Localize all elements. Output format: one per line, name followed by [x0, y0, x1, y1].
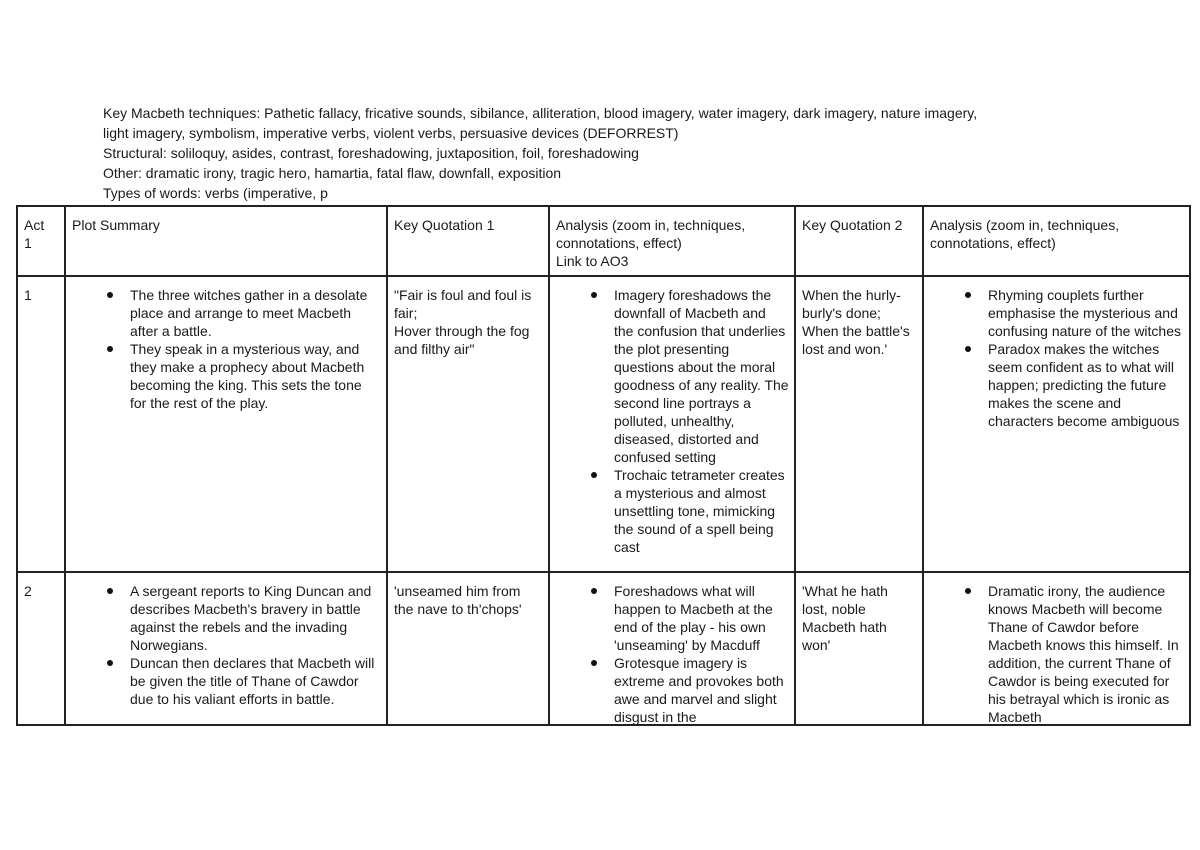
analysis-list: [556, 582, 789, 724]
cell-key-quotation-1: "Fair is foul and foul is fair; Hover through the fog and filthy air": [387, 276, 549, 572]
cell-act: 2: [17, 572, 65, 725]
list-item: Foreshadows what will happen to Macbeth at the end of the play - his own 'unseaming' by Macduff: [614, 582, 789, 654]
list-item: Paradox makes the witches seem confident as to what will happen; predicting the future makes the scene and characters become ambiguous: [988, 340, 1184, 430]
intro-line-types-of-words: Types of words: verbs (imperative, p: [103, 185, 328, 201]
header-act: Act 1: [17, 206, 65, 276]
cell-analysis-1: [549, 572, 795, 725]
table-header-row: [17, 206, 1190, 276]
list-item: Trochaic tetrameter creates a mysterious and almost unsettling tone, mimicking the sound of a spell being cast: [614, 466, 789, 556]
intro-line-techniques: Key Macbeth techniques: Pathetic fallacy, fricative sounds, sibilance, alliteration, blood imagery, water imagery, dark imagery, nature imagery,: [103, 105, 978, 121]
intro-line-techniques-cont: light imagery, symbolism, imperative verbs, violent verbs, persuasive devices (DEFORREST): [103, 125, 679, 141]
cell-analysis-2: [923, 572, 1190, 725]
list-item: They speak in a mysterious way, and they make a prophecy about Macbeth becoming the king. This sets the tone for the rest of the play.: [130, 340, 381, 412]
header-plot-summary: Plot Summary: [65, 206, 387, 276]
cell-key-quotation-2: When the hurly-burly's done; When the battle's lost and won.': [795, 276, 923, 572]
list-item: A sergeant reports to King Duncan and describes Macbeth's bravery in battle against the rebels and the invading Norwegians.: [130, 582, 381, 654]
cell-plot-summary: [65, 572, 387, 725]
cell-analysis-2: [923, 276, 1190, 572]
cell-key-quotation-2: 'What he hath lost, noble Macbeth hath won': [795, 572, 923, 725]
table-row: [17, 276, 1190, 572]
list-item: Rhyming couplets further emphasise the mysterious and confusing nature of the witches: [988, 286, 1184, 340]
table-row: [17, 572, 1190, 725]
cell-analysis-1: [549, 276, 795, 572]
plot-summary-list: [72, 582, 381, 708]
techniques-intro: [103, 103, 1103, 203]
header-analysis-1: Analysis (zoom in, techniques, connotations, effect) Link to AO3: [549, 206, 795, 276]
list-item: Dramatic irony, the audience knows Macbeth will become Thane of Cawdor before Macbeth knows this himself. In addition, the current Thane of Cawdor is being executed for his betrayal which is ironic as Macbeth: [988, 582, 1184, 724]
header-key-quotation-2: Key Quotation 2: [795, 206, 923, 276]
header-key-quotation-1: Key Quotation 1: [387, 206, 549, 276]
list-item: The three witches gather in a desolate place and arrange to meet Macbeth after a battle.: [130, 286, 381, 340]
analysis-list: [930, 582, 1184, 724]
list-item: Duncan then declares that Macbeth will be given the title of Thane of Cawdor due to his valiant efforts in battle.: [130, 654, 381, 708]
analysis-list: [930, 286, 1184, 430]
cell-key-quotation-1: 'unseamed him from the nave to th'chops': [387, 572, 549, 725]
header-analysis-2: Analysis (zoom in, techniques, connotations, effect): [923, 206, 1190, 276]
list-item: Imagery foreshadows the downfall of Macbeth and the confusion that underlies the plot presenting questions about the moral goodness of any reality. The second line portrays a polluted, unhealthy, diseased, distorted and confused setting: [614, 287, 789, 465]
list-item: Grotesque imagery is extreme and provokes both awe and marvel and slight disgust in the: [614, 654, 789, 724]
intro-line-structural: Structural: soliloquy, asides, contrast, foreshadowing, juxtaposition, foil, foreshadowing: [103, 145, 639, 161]
cell-plot-summary: [65, 276, 387, 572]
intro-line-other: Other: dramatic irony, tragic hero, hamartia, fatal flaw, downfall, exposition: [103, 165, 562, 181]
analysis-list: [556, 286, 789, 556]
cell-act: 1: [17, 276, 65, 572]
act-analysis-table: [16, 205, 1191, 726]
plot-summary-list: [72, 286, 381, 412]
